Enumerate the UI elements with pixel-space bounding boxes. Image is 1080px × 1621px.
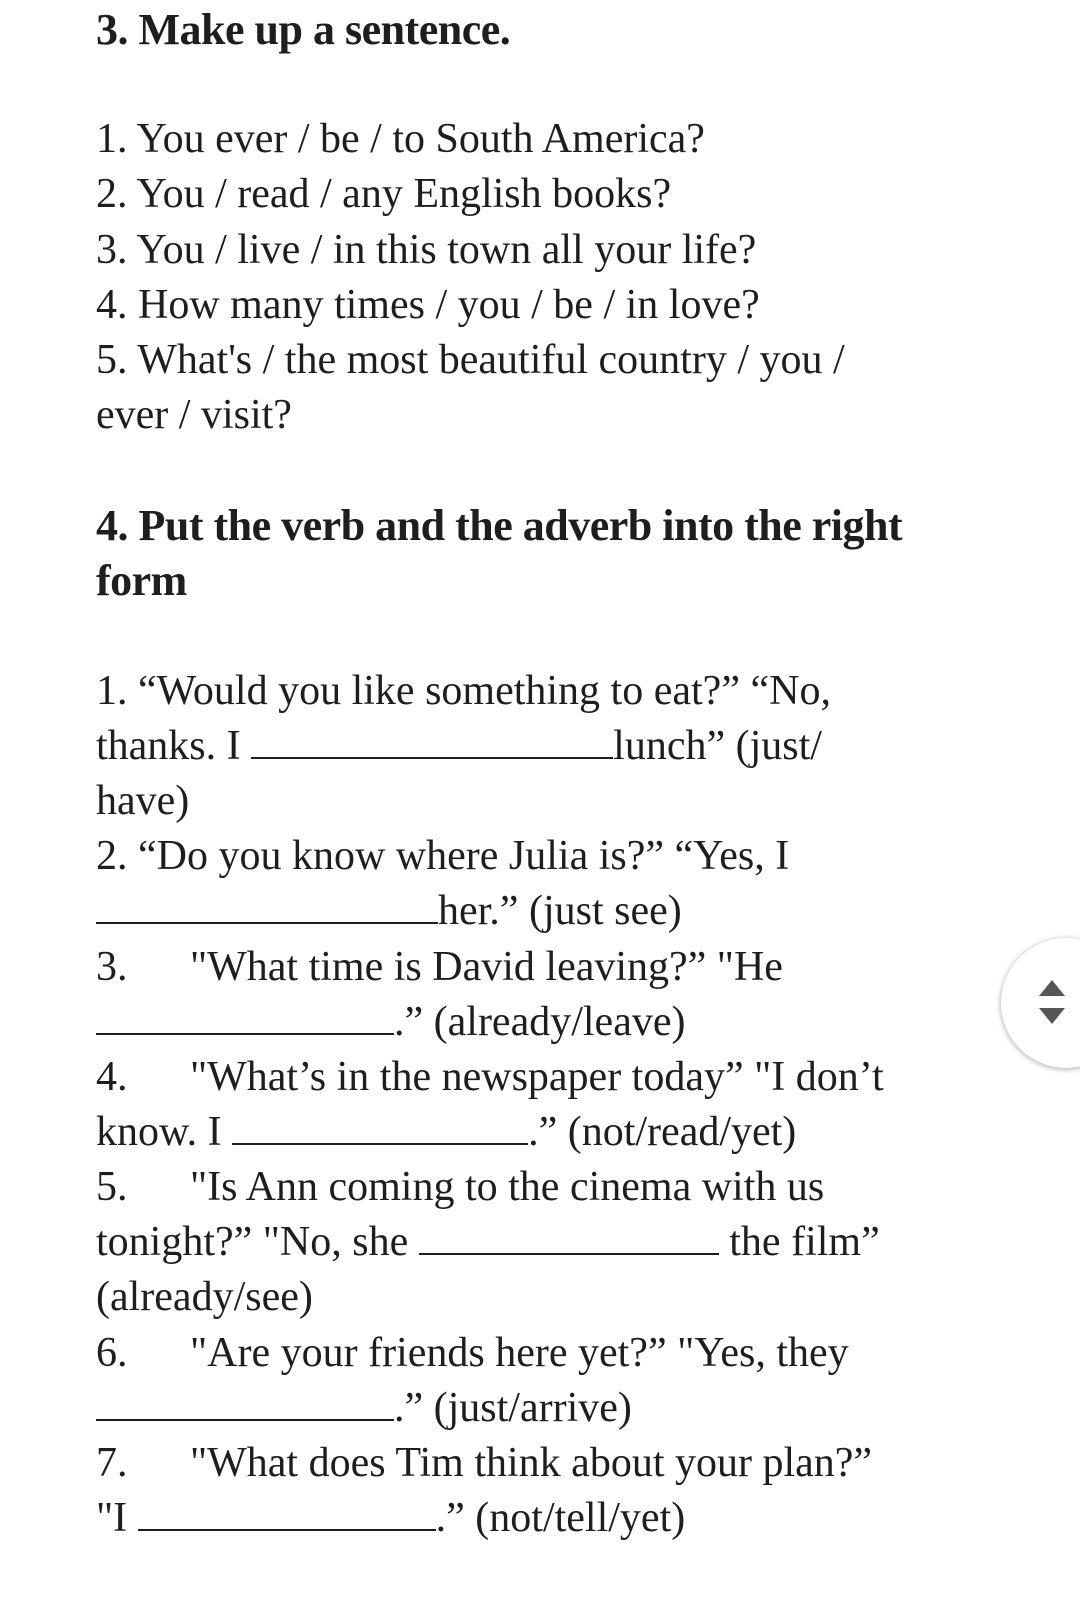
question-3-line-2	[96, 1001, 685, 1043]
answer-blank-2[interactable]	[96, 892, 438, 924]
answer-blank-6[interactable]	[96, 1389, 394, 1421]
answer-blank-7[interactable]	[138, 1499, 436, 1531]
question-6-text-b: .” (just/arrive)	[394, 1385, 632, 1431]
question-4-line-2	[96, 1111, 796, 1153]
question-6-number: 6.	[96, 1330, 128, 1376]
question-6-line-1	[96, 1332, 849, 1374]
section-4-heading-line-1: 4. Put the verb and the adverb into the right	[96, 501, 903, 550]
question-5-line-3: (already/see)	[96, 1274, 313, 1320]
question-7-text-b: .” (not/tell/yet)	[435, 1495, 686, 1541]
up-down-arrows-icon	[1037, 976, 1067, 1028]
answer-blank-5[interactable]	[419, 1223, 719, 1255]
section-4-heading-line-2: form	[96, 556, 187, 605]
section-3-item-3: 3. You / live / in this town all your life?	[96, 227, 757, 273]
question-5-text-a: tonight?” "No, she	[96, 1219, 419, 1265]
section-3-item-5-cont: ever / visit?	[96, 392, 292, 438]
question-3-line-1	[96, 946, 783, 988]
question-1-line-2	[96, 725, 822, 767]
question-3-number: 3.	[96, 944, 128, 990]
question-5-line-2	[96, 1221, 880, 1263]
section-3-item-5: 5. What's / the most beautiful country / you /	[96, 337, 845, 383]
question-7-line-1	[96, 1442, 872, 1484]
question-5-text-b: the film”	[718, 1219, 880, 1265]
question-4-text: "What’s in the newspaper today” "I don’t	[190, 1054, 884, 1100]
question-1-line-1: 1. “Would you like something to eat?” “No,	[96, 668, 831, 714]
question-7-number: 7.	[96, 1440, 128, 1486]
answer-blank-3[interactable]	[96, 1003, 394, 1035]
section-3-item-4: 4. How many times / you / be / in love?	[96, 282, 760, 328]
question-7-text-a: "I	[96, 1495, 138, 1541]
fast-scroll-handle[interactable]	[1001, 938, 1080, 1068]
question-1-text-b: lunch” (just/	[613, 723, 822, 769]
question-4-text-a: know. I	[96, 1109, 233, 1155]
answer-blank-4[interactable]	[232, 1113, 528, 1145]
question-5-number: 5.	[96, 1164, 128, 1210]
question-3-text-b: .” (already/leave)	[394, 999, 686, 1045]
question-6-text: "Are your friends here yet?” "Yes, they	[190, 1330, 849, 1376]
question-6-line-2	[96, 1387, 632, 1429]
question-4-text-b: .” (not/read/yet)	[528, 1109, 797, 1155]
question-1-text-a: thanks. I	[96, 723, 252, 769]
question-5-line-1	[96, 1166, 824, 1208]
section-3-item-2: 2. You / read / any English books?	[96, 171, 672, 217]
section-3-heading: 3. Make up a sentence.	[96, 5, 511, 54]
question-3-text: "What time is David leaving?” "He	[190, 944, 783, 990]
answer-blank-1[interactable]	[251, 727, 613, 759]
question-2-line-1: 2. “Do you know where Julia is?” “Yes, I	[96, 833, 790, 879]
question-4-number: 4.	[96, 1054, 128, 1100]
question-7-text: "What does Tim think about your plan?”	[190, 1440, 873, 1486]
question-2-line-2	[96, 890, 682, 932]
question-1-line-3: have)	[96, 778, 190, 824]
question-2-text-b: her.” (just see)	[438, 888, 682, 934]
question-4-line-1	[96, 1056, 884, 1098]
section-3-item-1: 1. You ever / be / to South America?	[96, 116, 705, 162]
question-5-text: "Is Ann coming to the cinema with us	[190, 1164, 825, 1210]
question-7-line-2	[96, 1497, 685, 1539]
